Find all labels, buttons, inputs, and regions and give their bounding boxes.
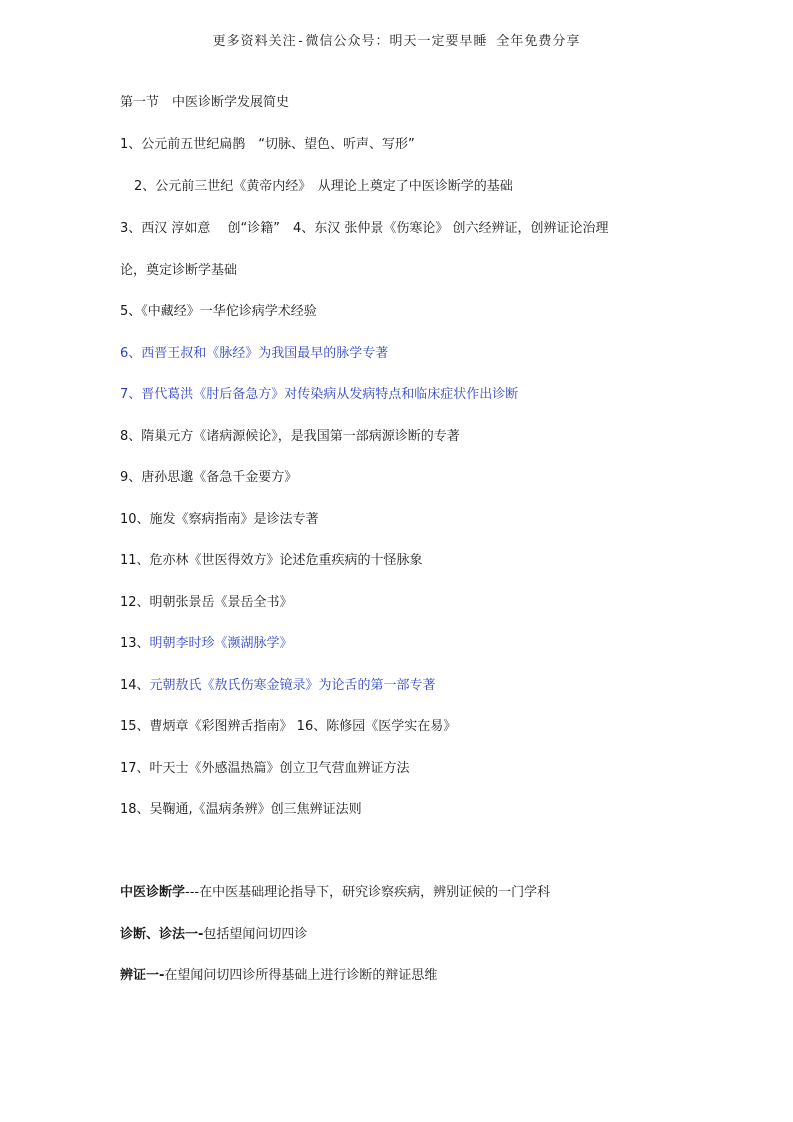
list-item: 6、西晋王叔和《脉经》为我国最早的脉学专著	[120, 346, 389, 361]
definition-text: 包括望闻问切四诊	[203, 927, 308, 942]
list-item: 12、明朝张景岳《景岳全书》	[120, 595, 293, 610]
definition-text: 在望闻问切四诊所得基础上进行诊断的辩证思维	[164, 968, 438, 983]
definition-row	[120, 967, 437, 985]
section-title: 第一节 中医诊断学发展简史	[120, 95, 290, 110]
list-item-highlight: 元朝敖氏《敖氏伤寒金镜录》为论舌的第一部专著	[149, 678, 436, 693]
definition-term: 辨证	[120, 968, 147, 983]
list-item: 8、隋巢元方《诸病源候论》，是我国第一部病源诊断的专著	[120, 429, 460, 444]
list-item: 论，奠定诊断学基础	[120, 263, 238, 278]
list-item-highlight: 明朝李时珍《濒湖脉学》	[149, 636, 293, 651]
list-item: 1、公元前五世纪扁鹊 “切脉、望色、听声、写形”	[120, 137, 415, 152]
list-item: 18、吴鞠通,《温病条辨》创三焦辨证法则	[120, 802, 362, 817]
list-item-number: 13、	[120, 636, 150, 651]
definition-term: 诊断、诊法	[120, 927, 186, 942]
list-item: 7、晋代葛洪《肘后备急方》对传染病从发病特点和临床症状作出诊断	[120, 387, 519, 402]
definition-row	[120, 884, 550, 902]
definition-text: 在中医基础理论指导下，研究诊察疾病，辨别证候的一门学科	[199, 885, 551, 900]
definition-term: 中医诊断学	[120, 885, 186, 900]
list-item: 3、西汉 淳如意 创“诊籍” 4、东汉 张仲景《伤寒论》 创六经辨证，创辨证论治理	[120, 221, 609, 236]
definition-row	[120, 926, 307, 944]
list-item-number: 14、	[120, 678, 150, 693]
list-item	[120, 635, 293, 653]
definition-separator: 一-	[185, 927, 204, 942]
list-item: 9、唐孙思邈《备急千金要方》	[120, 470, 298, 485]
page-header: 更多资料关注-微信公众号：明天一定要早睡 全年免费分享	[212, 34, 581, 49]
list-item: 17、叶天士《外感温热篇》创立卫气营血辨证方法	[120, 761, 410, 776]
list-item: 5、《中藏经》一华佗诊病学术经验	[120, 304, 317, 319]
list-item	[120, 677, 436, 695]
definition-separator: 一-	[146, 968, 165, 983]
list-item: 11、危亦林《世医得效方》论述危重疾病的十怪脉象	[120, 553, 423, 568]
list-item: 10、施发《察病指南》是诊法专著	[120, 512, 319, 527]
list-item: 2、公元前三世纪《黄帝内经》 从理论上奠定了中医诊断学的基础	[134, 179, 513, 194]
definition-separator: ---	[185, 885, 200, 900]
list-item: 15、曹炳章《彩图辨舌指南》 16、陈修园《医学实在易》	[120, 719, 457, 734]
